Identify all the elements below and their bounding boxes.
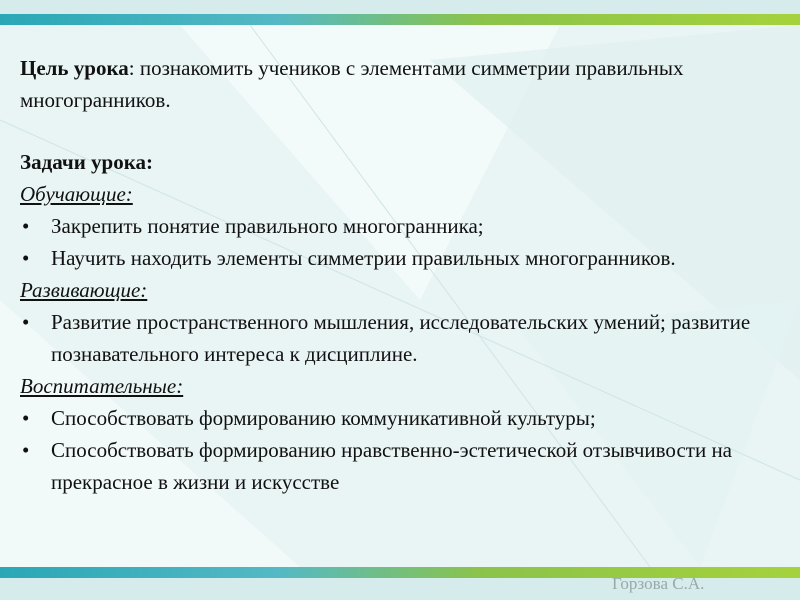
section-educational xyxy=(20,370,760,498)
top-band xyxy=(0,0,800,14)
section-title-educational: Воспитательные: xyxy=(20,374,184,398)
section-developing xyxy=(20,274,760,370)
list-item: • Развитие пространственного мышления, исследовательских умений; развитие познавательного интереса к дисциплине. xyxy=(20,306,760,370)
lesson-goal-text: : познакомить учеников с элементами симметрии правильных многогранников. xyxy=(20,56,684,112)
section-title-learning: Обучающие: xyxy=(20,182,133,206)
spacer xyxy=(20,116,760,146)
section-list-educational xyxy=(20,402,760,498)
list-item: • Закрепить понятие правильного многогранника; xyxy=(20,210,760,242)
lesson-goal-label: Цель урока xyxy=(20,56,129,80)
tasks-heading: Задачи урока: xyxy=(20,150,154,174)
section-title-developing: Развивающие: xyxy=(20,278,148,302)
list-item: • Научить находить элементы симметрии правильных многогранников. xyxy=(20,242,760,274)
list-item: • Способствовать формированию нравственно-эстетической отзывчивости на прекрасное в жизни и искусстве xyxy=(20,434,760,498)
slide-content xyxy=(20,52,760,498)
section-list-developing xyxy=(20,306,760,370)
list-item: • Способствовать формированию коммуникативной культуры; xyxy=(20,402,760,434)
section-learning xyxy=(20,178,760,274)
top-gradient-stripe xyxy=(0,14,800,25)
author-name: Горзова С.А. xyxy=(612,574,705,593)
lesson-goal xyxy=(20,52,760,116)
section-list-learning xyxy=(20,210,760,274)
